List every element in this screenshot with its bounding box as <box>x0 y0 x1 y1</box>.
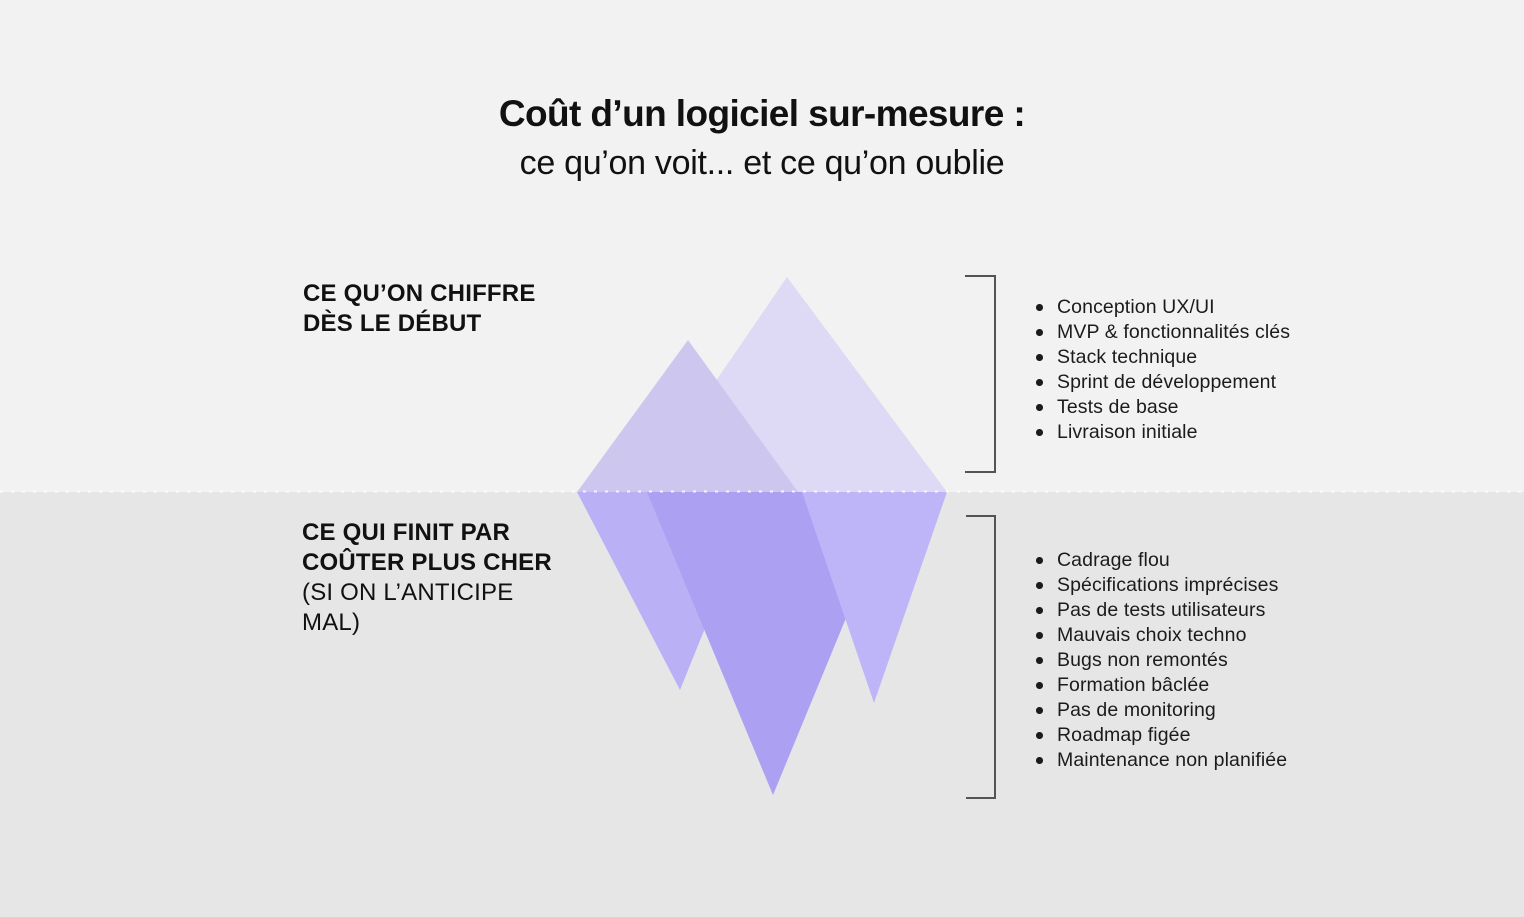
list-item: MVP & fonctionnalités clés <box>1033 320 1290 345</box>
label-below-normal-line-2: MAL) <box>302 609 361 636</box>
label-above-line-2: DÈS LE DÉBUT <box>303 310 482 337</box>
label-above-water <box>303 279 536 339</box>
label-below-normal-line-1: (SI ON L’ANTICIPE <box>302 579 514 606</box>
list-item: Cadrage flou <box>1033 548 1287 573</box>
label-above-line-1: CE QU’ON CHIFFRE <box>303 280 536 307</box>
title-line-1: Coût d’un logiciel sur-mesure : <box>498 93 1026 134</box>
list-item: Spécifications imprécises <box>1033 573 1287 598</box>
list-item: Stack technique <box>1033 345 1290 370</box>
page-title <box>0 93 1524 183</box>
list-item: Formation bâclée <box>1033 673 1287 698</box>
list-item: Livraison initiale <box>1033 420 1290 445</box>
label-below-water <box>302 518 552 638</box>
list-item: Sprint de développement <box>1033 370 1290 395</box>
label-below-bold-line-2: COÛTER PLUS CHER <box>302 549 552 576</box>
bracket-below-list <box>966 516 995 798</box>
list-item: Roadmap figée <box>1033 723 1287 748</box>
list-item: Pas de monitoring <box>1033 698 1287 723</box>
list-item: Mauvais choix techno <box>1033 623 1287 648</box>
hidden-costs-list <box>1033 548 1287 773</box>
visible-costs-list <box>1033 295 1290 445</box>
bracket-above-list <box>965 276 995 472</box>
list-item: Bugs non remontés <box>1033 648 1287 673</box>
title-line-2: ce qu’on voit... et ce qu’on oublie <box>519 144 1005 182</box>
list-item: Tests de base <box>1033 395 1290 420</box>
list-item: Maintenance non planifiée <box>1033 748 1287 773</box>
label-below-bold-line-1: CE QUI FINIT PAR <box>302 519 511 546</box>
list-item: Conception UX/UI <box>1033 295 1290 320</box>
list-item: Pas de tests utilisateurs <box>1033 598 1287 623</box>
